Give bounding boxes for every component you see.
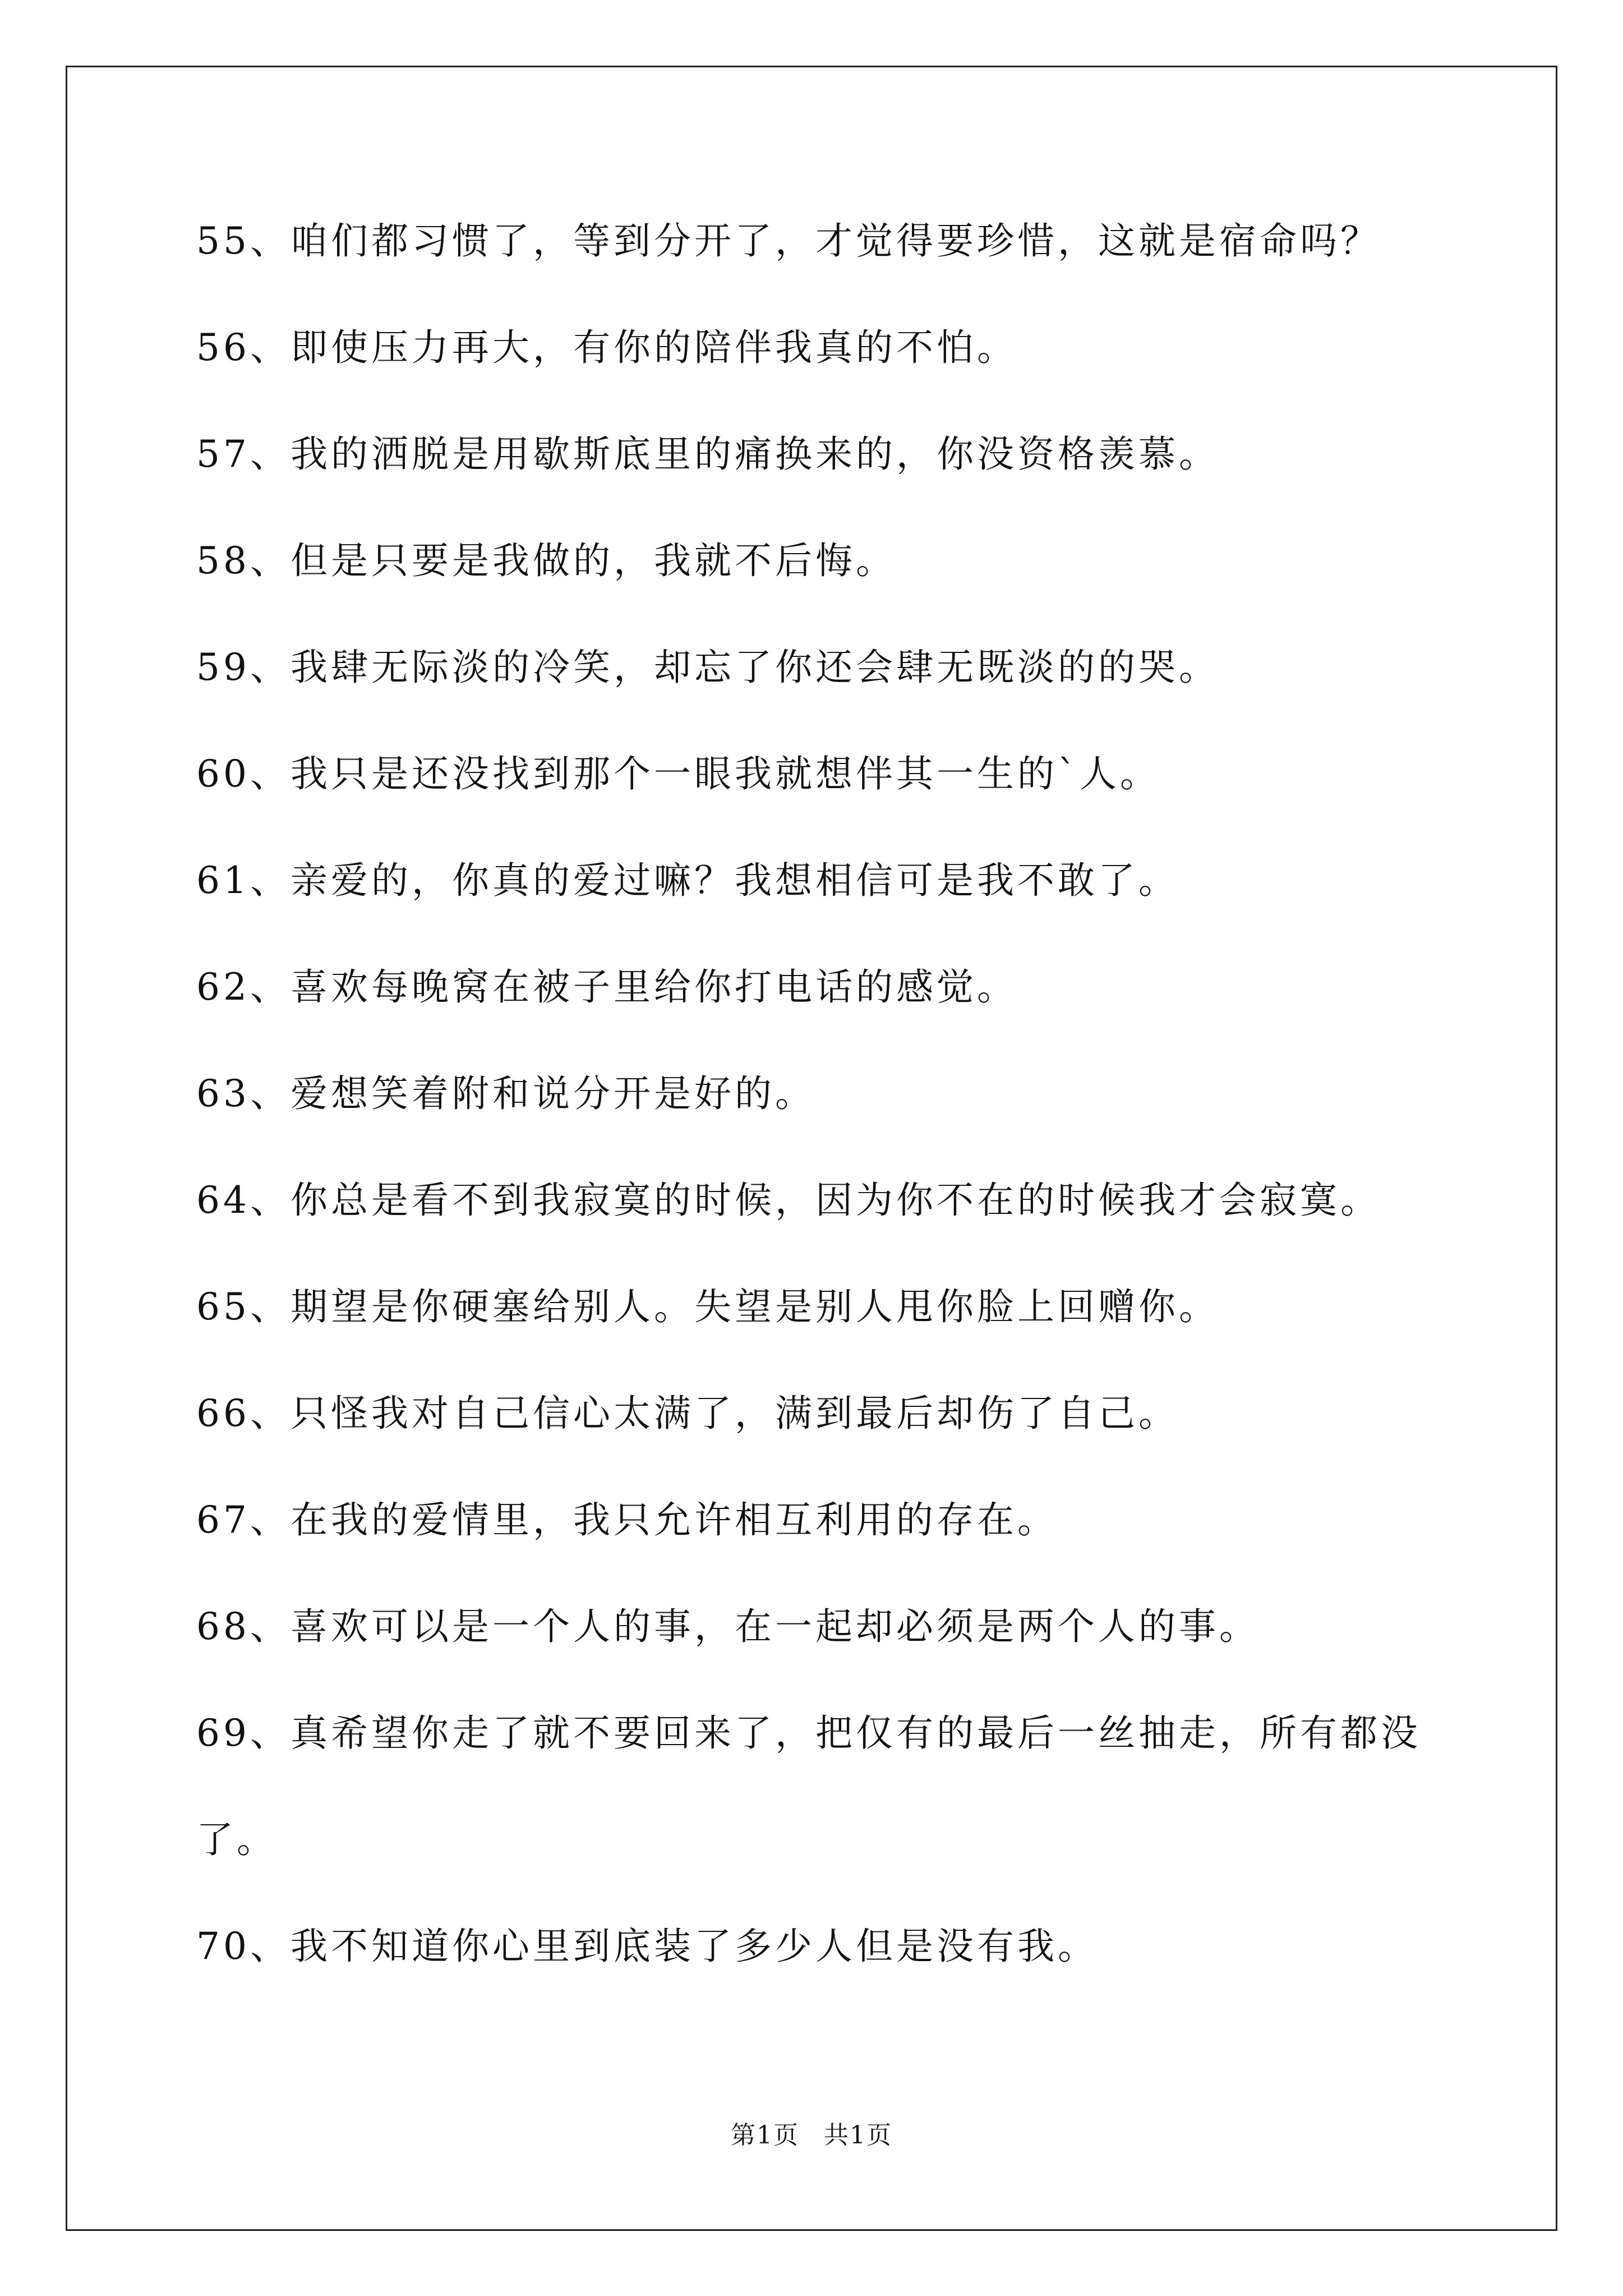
quote-line-60: 60、我只是还没找到那个一眼我就想伴其一生的`人。	[196, 752, 1160, 795]
quote-line-57: 57、我的洒脱是用歇斯底里的痛换来的，你没资格羡慕。	[196, 432, 1219, 476]
quote-line-69: 69、真希望你走了就不要回来了，把仅有的最后一丝抽走，所有都没了。	[196, 1711, 1421, 1861]
quote-line-56: 56、即使压力再大，有你的陪伴我真的不怕。	[196, 326, 1017, 369]
page-footer	[0, 2115, 1623, 2151]
quote-line-70: 70、我不知道你心里到底装了多少人但是没有我。	[196, 1925, 1098, 1968]
quote-line-62: 62、喜欢每晚窝在被子里给你打电话的感觉。	[196, 965, 1017, 1009]
quote-line-68: 68、喜欢可以是一个人的事，在一起却必须是两个人的事。	[196, 1605, 1260, 1648]
quote-line-67: 67、在我的爱情里，我只允许相互利用的存在。	[196, 1498, 1058, 1542]
quote-line-65: 65、期望是你硬塞给别人。失望是别人甩你脸上回赠你。	[196, 1285, 1219, 1328]
quote-line-59: 59、我肆无际淡的冷笑，却忘了你还会肆无既淡的的哭。	[196, 646, 1219, 689]
quote-line-55: 55、咱们都习惯了，等到分开了，才觉得要珍惜，这就是宿命吗？	[196, 219, 1381, 263]
document-body	[196, 213, 1453, 2025]
quote-line-58: 58、但是只要是我做的，我就不后悔。	[196, 539, 896, 582]
page-number-current: 第1页	[731, 2121, 799, 2150]
quote-line-63: 63、爱想笑着附和说分开是好的。	[196, 1072, 815, 1115]
quote-line-64: 64、你总是看不到我寂寞的时候，因为你不在的时候我才会寂寞。	[196, 1179, 1381, 1222]
page-number-total: 共1页	[824, 2121, 892, 2150]
quote-line-61: 61、亲爱的，你真的爱过嘛？我想相信可是我不敢了。	[196, 859, 1179, 902]
quote-line-66: 66、只怪我对自己信心太满了，满到最后却伤了自己。	[196, 1392, 1179, 1435]
